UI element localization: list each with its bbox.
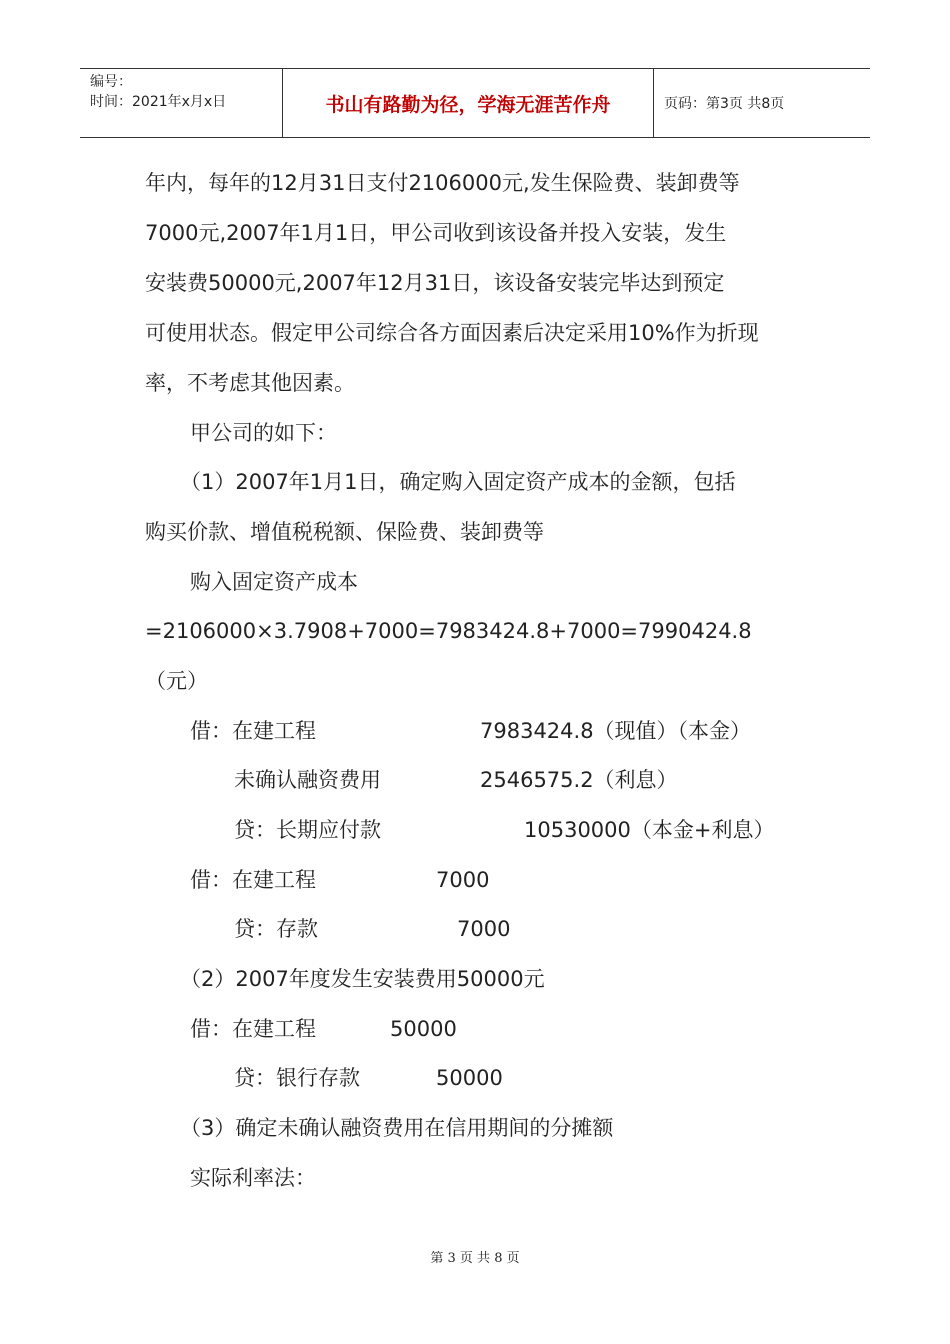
header-motto: 书山有路勤为径，学海无涯苦作舟: [282, 69, 654, 137]
body-line: （1）2007年1月1日，确定购入固定资产成本的金额，包括: [180, 470, 736, 494]
body-line: 7000元,2007年1月1日，甲公司收到该设备并投入安装，发生: [145, 221, 727, 245]
formula-line: =2106000×3.7908+7000=7983424.8+7000=7990424.8: [145, 619, 752, 643]
document-number-label: 编号：: [90, 74, 132, 90]
body-line: （3）确定未确认融资费用在信用期间的分摊额: [180, 1116, 614, 1140]
journal-credit-account: 贷：存款: [234, 917, 318, 941]
body-line: 安装费50000元,2007年12月31日，该设备安装完毕达到预定: [145, 271, 725, 295]
journal-amount: 7000: [457, 917, 511, 941]
journal-amount: 10530000（本金+利息）: [524, 818, 775, 842]
journal-debit-account: 借：在建工程: [190, 1017, 316, 1041]
body-line: 实际利率法：: [190, 1166, 316, 1190]
body-line: 率，不考虑其他因素。: [145, 371, 355, 395]
body-line: （元）: [145, 669, 208, 693]
journal-amount: 7000: [436, 868, 490, 892]
body-line: 年内，每年的12月31日支付2106000元,发生保险费、装卸费等: [145, 171, 740, 195]
header-page-info: 页码：第3页 共8页: [664, 96, 785, 112]
journal-credit-account: 贷：长期应付款: [234, 818, 381, 842]
body-line: 可使用状态。假定甲公司综合各方面因素后决定采用10%作为折现: [145, 321, 759, 345]
journal-amount: 2546575.2（利息）: [480, 768, 678, 792]
journal-debit-account: 借：在建工程: [190, 868, 316, 892]
journal-credit-account: 贷：银行存款: [234, 1066, 360, 1090]
journal-debit-account: 未确认融资费用: [234, 768, 381, 792]
journal-debit-account: 借：在建工程: [190, 719, 316, 743]
journal-amount: 50000: [436, 1066, 503, 1090]
journal-amount: 7983424.8（现值）（本金）: [480, 719, 752, 743]
document-date-label: 时间：2021年x月x日: [90, 94, 227, 110]
body-line: 购入固定资产成本: [190, 570, 358, 594]
body-line: 甲公司的如下：: [190, 421, 337, 445]
page-footer: 第 3 页 共 8 页: [430, 1251, 520, 1266]
journal-amount: 50000: [390, 1017, 457, 1041]
body-line: （2）2007年度发生安装费用50000元: [180, 967, 545, 991]
body-line: 购买价款、增值税税额、保险费、装卸费等: [145, 520, 544, 544]
